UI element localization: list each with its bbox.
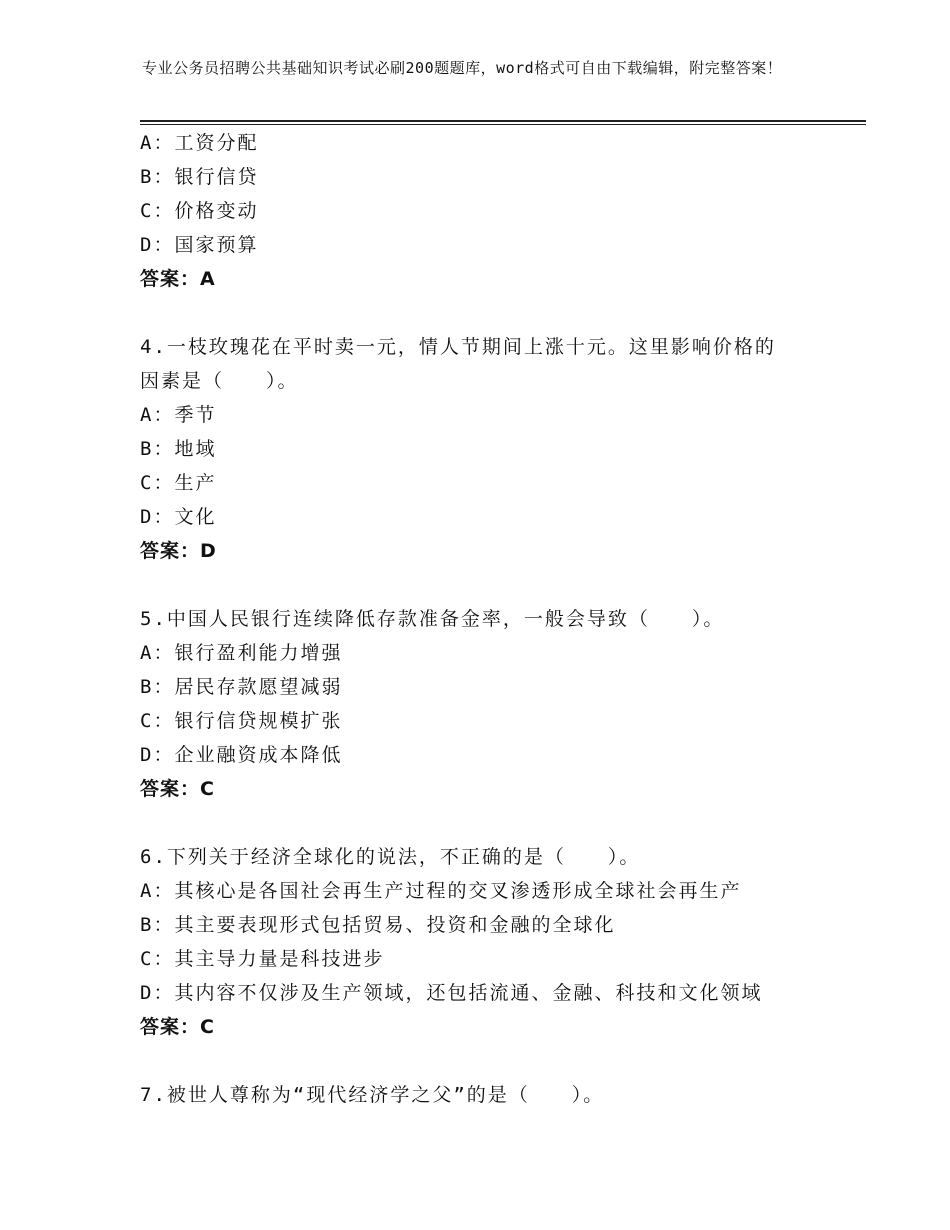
option-d: D：企业融资成本降低 — [140, 744, 343, 766]
option-d: D：国家预算 — [140, 234, 259, 256]
answer-line: 答案：C — [140, 1016, 215, 1038]
option-a: A：季节 — [140, 404, 217, 426]
option-c: C：银行信贷规模扩张 — [140, 710, 343, 732]
option-c: C：价格变动 — [140, 200, 259, 222]
document-header: 专业公务员招聘公共基础知识考试必刷200题题库，word格式可自由下载编辑，附完整答案！ — [142, 59, 783, 77]
question-block-4 — [140, 330, 860, 568]
question-stem: 7.被世人尊称为“现代经济学之父”的是（ ）。 — [140, 1084, 605, 1106]
header-divider — [140, 120, 866, 122]
question-block-3 — [140, 126, 860, 296]
answer-line: 答案：D — [140, 540, 217, 562]
question-stem: 4.一枝玫瑰花在平时卖一元，情人节期间上涨十元。这里影响价格的 — [140, 336, 776, 358]
question-block-6 — [140, 840, 860, 1044]
option-a: A：其核心是各国社会再生产过程的交叉渗透形成全球社会再生产 — [140, 880, 742, 902]
header-divider-thin — [140, 124, 866, 125]
answer-line: 答案：A — [140, 268, 216, 290]
option-a: A：工资分配 — [140, 132, 259, 154]
option-b: B：其主要表现形式包括贸易、投资和金融的全球化 — [140, 914, 616, 936]
option-c: C：其主导力量是科技进步 — [140, 948, 385, 970]
answer-line: 答案：C — [140, 778, 215, 800]
option-d: D：文化 — [140, 506, 217, 528]
question-stem: 5.中国人民银行连续降低存款准备金率，一般会导致（ ）。 — [140, 608, 725, 630]
question-stem-continued: 因素是（ ）。 — [140, 370, 299, 392]
question-block-7 — [140, 1078, 860, 1112]
question-stem: 6.下列关于经济全球化的说法，不正确的是（ ）。 — [140, 846, 641, 868]
option-c: C：生产 — [140, 472, 217, 494]
question-block-5 — [140, 602, 860, 806]
option-b: B：地域 — [140, 438, 217, 460]
option-d: D：其内容不仅涉及生产领域，还包括流通、金融、科技和文化领域 — [140, 982, 763, 1004]
option-b: B：银行信贷 — [140, 166, 259, 188]
option-a: A：银行盈利能力增强 — [140, 642, 343, 664]
question-list — [140, 126, 860, 1112]
option-b: B：居民存款愿望减弱 — [140, 676, 343, 698]
